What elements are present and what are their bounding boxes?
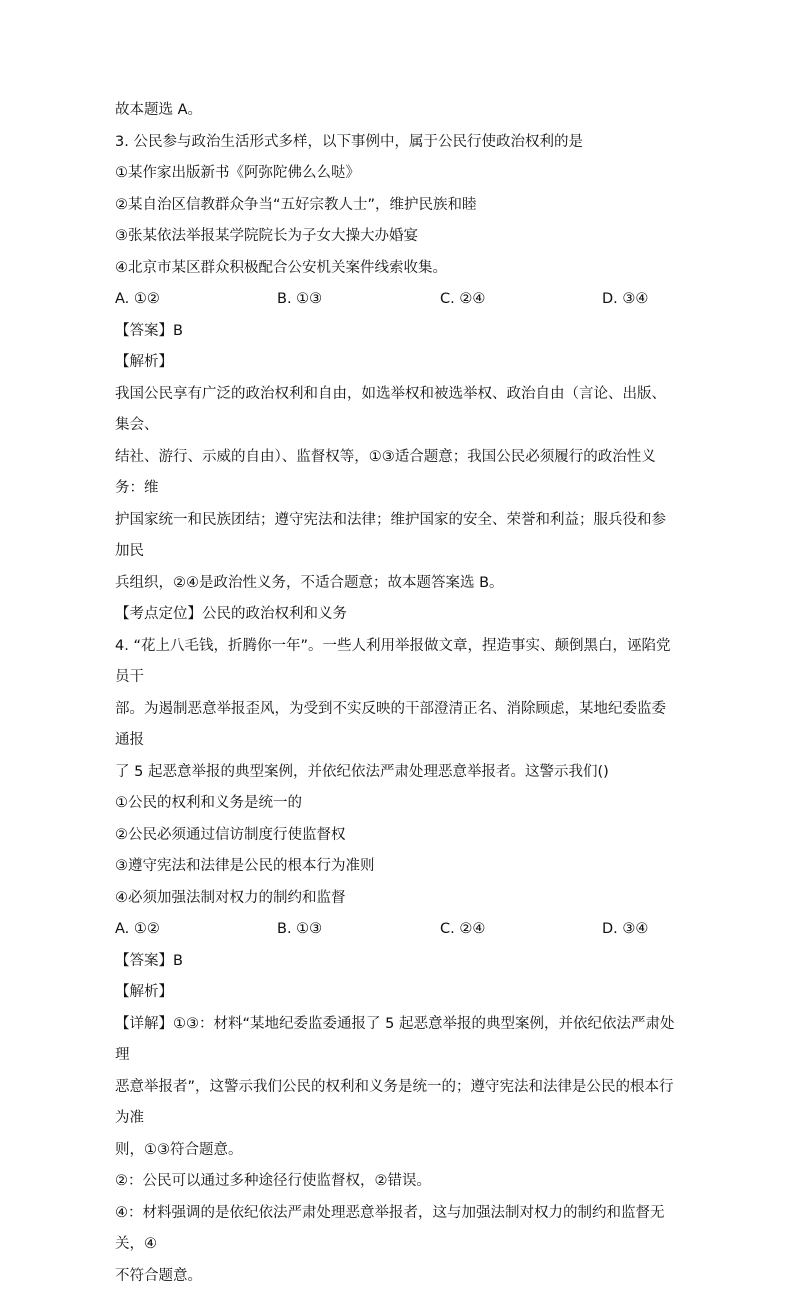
q4-detail-line-5: ④：材料强调的是依纪依法严肃处理恶意举报者，这与加强法制对权力的制约和监督无关，④ bbox=[115, 1198, 680, 1261]
q4-options bbox=[115, 914, 680, 946]
q3-option-d: D. ③④ bbox=[602, 284, 648, 316]
q4-detail-line-3: 则，①③符合题意。 bbox=[115, 1135, 680, 1167]
q4-option-a: A. ①② bbox=[115, 914, 277, 946]
q4-stem-line-3: 了 5 起恶意举报的典型案例，并依纪依法严肃处理恶意举报者。这警示我们() bbox=[115, 757, 680, 789]
q4-detail-line-4: ②：公民可以通过多种途径行使监督权，②错误。 bbox=[115, 1166, 680, 1198]
q3-option-a: A. ①② bbox=[115, 284, 277, 316]
q4-option-b: B. ①③ bbox=[277, 914, 440, 946]
q4-option-c: C. ②④ bbox=[440, 914, 602, 946]
q3-analysis-line-1: 我国公民享有广泛的政治权利和自由，如选举权和被选举权、政治自由（言论、出版、集会、 bbox=[115, 379, 680, 442]
q4-stem-line-2: 部。为遏制恶意举报歪风，为受到不实反映的干部澄清正名、消除顾虑，某地纪委监委通报 bbox=[115, 694, 680, 757]
q4-item-3: ③遵守宪法和法律是公民的根本行为准则 bbox=[115, 851, 680, 883]
q3-kaodian: 【考点定位】公民的政治权利和义务 bbox=[115, 599, 680, 631]
q4-stem-line-1: 4. “花上八毛钱，折腾你一年”。一些人利用举报做文章，捏造事实、颠倒黑白，诬陷党员干 bbox=[115, 631, 680, 694]
q4-item-4: ④必须加强法制对权力的制约和监督 bbox=[115, 883, 680, 915]
q3-analysis-label: 【解析】 bbox=[115, 347, 680, 379]
q3-analysis-line-4: 兵组织，②④是政治性义务，不适合题意；故本题答案选 B。 bbox=[115, 568, 680, 600]
q3-option-b: B. ①③ bbox=[277, 284, 440, 316]
q4-detail-line-1: 【详解】①③：材料“某地纪委监委通报了 5 起恶意举报的典型案例，并依纪依法严肃处理 bbox=[115, 1009, 680, 1072]
q4-detail-line-2: 恶意举报者”，这警示我们公民的权利和义务是统一的；遵守宪法和法律是公民的根本行为准 bbox=[115, 1072, 680, 1135]
q3-item-4: ④北京市某区群众积极配合公安机关案件线索收集。 bbox=[115, 253, 680, 285]
q4-item-1: ①公民的权利和义务是统一的 bbox=[115, 788, 680, 820]
document-content bbox=[115, 95, 680, 1292]
q4-detail-line-6: 不符合题意。 bbox=[115, 1261, 680, 1292]
q3-item-2: ②某自治区信教群众争当“五好宗教人士”，维护民族和睦 bbox=[115, 190, 680, 222]
previous-answer-tail: 故本题选 A。 bbox=[115, 95, 680, 127]
q3-answer: 【答案】B bbox=[115, 316, 680, 348]
q3-item-3: ③张某依法举报某学院院长为子女大操大办婚宴 bbox=[115, 221, 680, 253]
q3-option-c: C. ②④ bbox=[440, 284, 602, 316]
q4-item-2: ②公民必须通过信访制度行使监督权 bbox=[115, 820, 680, 852]
q4-answer: 【答案】B bbox=[115, 946, 680, 978]
q3-analysis-line-3: 护国家统一和民族团结；遵守宪法和法律；维护国家的安全、荣誉和利益；服兵役和参加民 bbox=[115, 505, 680, 568]
q3-options bbox=[115, 284, 680, 316]
q4-analysis-label: 【解析】 bbox=[115, 977, 680, 1009]
q3-item-1: ①某作家出版新书《阿弥陀佛么么哒》 bbox=[115, 158, 680, 190]
q3-stem: 3. 公民参与政治生活形式多样，以下事例中，属于公民行使政治权利的是 bbox=[115, 127, 680, 159]
q3-analysis-line-2: 结社、游行、示威的自由）、监督权等，①③适合题意；我国公民必须履行的政治性义务：维 bbox=[115, 442, 680, 505]
q4-option-d: D. ③④ bbox=[602, 914, 648, 946]
